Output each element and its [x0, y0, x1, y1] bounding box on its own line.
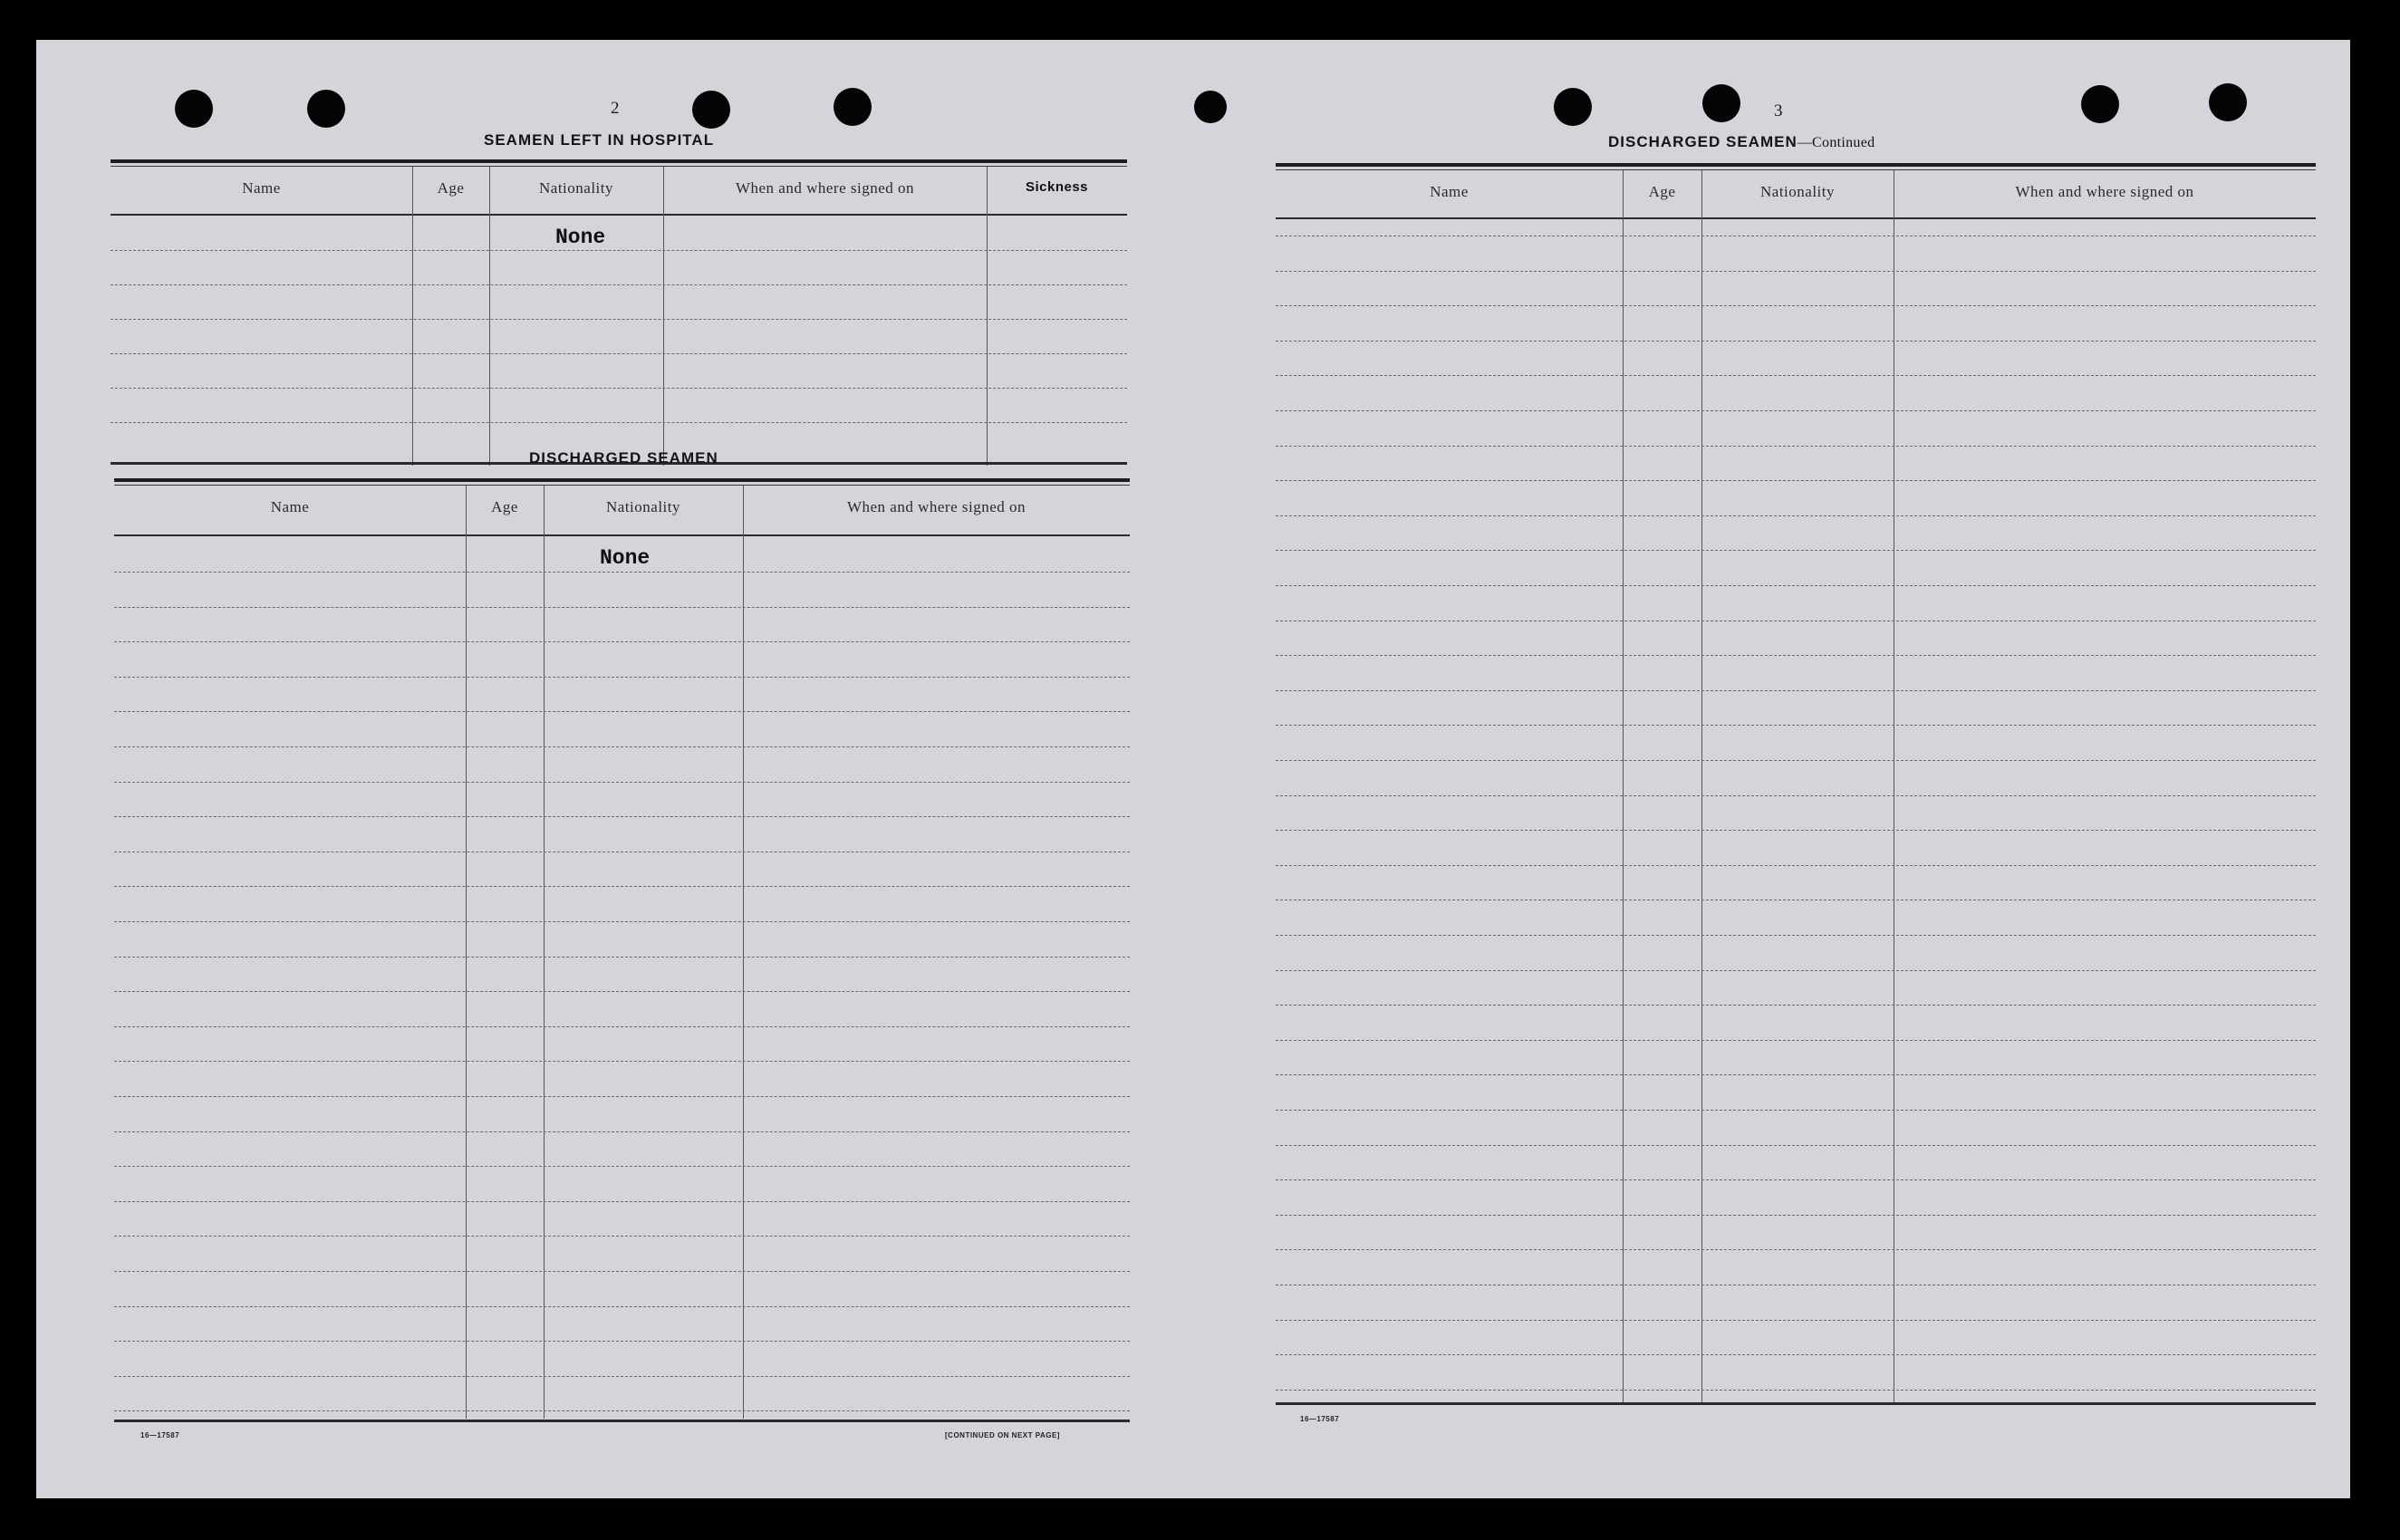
ledger-row-rule: [111, 250, 1127, 251]
ledger-row-rule: [114, 1306, 1130, 1307]
discharged-continued-ledger: [1276, 163, 2316, 1449]
discharged-continued-suffix: —Continued: [1797, 135, 1875, 150]
column-header-name: Name: [242, 179, 281, 197]
column-header-age: Age: [1648, 183, 1676, 200]
ledger-row-rule: [1276, 655, 2316, 656]
punch-hole: [834, 88, 872, 126]
form-code-left: 16—17587: [140, 1431, 180, 1439]
ledger-row-rule: [1276, 305, 2316, 306]
column-header-nationality: Nationality: [1760, 183, 1835, 200]
header-rule: [1276, 217, 2316, 219]
column-header-name: Name: [270, 498, 310, 515]
ledger-sheet: [36, 40, 2350, 1498]
column-header-nationality: Nationality: [539, 179, 613, 197]
continued-note: [CONTINUED ON NEXT PAGE]: [945, 1431, 1060, 1439]
ledger-row-rule: [1276, 446, 2316, 447]
ledger-row-rule: [114, 816, 1130, 817]
column-divider: [1701, 170, 1702, 1402]
ledger-row-rule: [1276, 1074, 2316, 1075]
ledger-row-rule: [111, 319, 1127, 320]
ledger-row-rule: [114, 607, 1130, 608]
hospital-section-title: SEAMEN LEFT IN HOSPITAL: [484, 131, 715, 149]
column-header-sickness: Sickness: [1025, 179, 1089, 195]
ledger-row-rule: [114, 1096, 1130, 1097]
column-header-name: Name: [1430, 183, 1469, 200]
ledger-row-rule: [1276, 1005, 2316, 1006]
ledger-row-rule: [114, 921, 1130, 922]
ledger-row-rule: [114, 1376, 1130, 1377]
hospital-ledger: [111, 159, 1127, 467]
discharged-continued-title-main: DISCHARGED SEAMEN: [1608, 133, 1798, 150]
ledger-row-rule: [114, 641, 1130, 642]
column-divider: [466, 486, 467, 1419]
ledger-row-rule: [1276, 690, 2316, 691]
page-number-right: 3: [1774, 101, 1783, 120]
page-number-left: 2: [611, 99, 620, 118]
ledger-row-rule: [1276, 341, 2316, 342]
ledger-row-rule: [1276, 1179, 2316, 1180]
hospital-none-entry: None: [555, 226, 606, 249]
ledger-row-rule: [114, 1236, 1130, 1237]
column-header-age: Age: [491, 498, 518, 515]
ledger-row-rule: [114, 1410, 1130, 1411]
ledger-row-rule: [114, 886, 1130, 887]
column-divider: [987, 167, 988, 466]
ledger-row-rule: [111, 422, 1127, 423]
ledger-row-rule: [114, 677, 1130, 678]
ledger-row-rule: [1276, 1320, 2316, 1321]
ledger-row-rule: [1276, 410, 2316, 411]
column-divider: [489, 167, 490, 466]
ledger-row-rule: [114, 1061, 1130, 1062]
ledger-row-rule: [1276, 550, 2316, 551]
ledger-bottom-rule: [114, 1420, 1130, 1422]
ledger-row-rule: [1276, 1110, 2316, 1111]
discharged-none-entry: None: [600, 546, 651, 570]
column-header-when-where: When and where signed on: [735, 179, 915, 197]
ledger-row-rule: [1276, 1390, 2316, 1391]
column-divider: [663, 167, 664, 466]
punch-hole: [175, 90, 213, 128]
ledger-row-rule: [111, 284, 1127, 285]
ledger-row-rule: [1276, 585, 2316, 586]
header-rule: [111, 214, 1127, 216]
ledger-row-rule: [114, 1166, 1130, 1167]
column-header-row: [1276, 170, 2316, 201]
column-divider: [412, 167, 413, 466]
ledger-top-rule: [1276, 163, 2316, 167]
column-header-nationality: Nationality: [606, 498, 680, 515]
ledger-row-rule: [1276, 795, 2316, 796]
punch-hole: [1702, 84, 1740, 122]
ledger-row-rule: [111, 388, 1127, 389]
column-header-when-where: When and where signed on: [846, 498, 1027, 515]
ledger-row-rule: [1276, 760, 2316, 761]
punch-hole: [1554, 88, 1592, 126]
discharged-section-title: DISCHARGED SEAMEN: [529, 449, 718, 467]
ledger-row-rule: [1276, 1354, 2316, 1355]
ledger-row-rule: [1276, 830, 2316, 831]
ledger-row-rule: [114, 957, 1130, 958]
discharged-ledger: [114, 478, 1130, 1425]
ledger-row-rule: [1276, 480, 2316, 481]
header-rule: [114, 534, 1130, 536]
ledger-row-rule: [1276, 970, 2316, 971]
column-divider: [1623, 170, 1624, 1402]
ledger-row-rule: [1276, 1040, 2316, 1041]
ledger-row-rule: [1276, 935, 2316, 936]
ledger-row-rule: [114, 1131, 1130, 1132]
ledger-row-rule: [1276, 515, 2316, 516]
column-header-row: [111, 167, 1127, 197]
ledger-row-rule: [1276, 375, 2316, 376]
ledger-row-rule: [1276, 865, 2316, 866]
ledger-row-rule: [114, 711, 1130, 712]
column-divider: [743, 486, 744, 1419]
ledger-top-rule: [114, 478, 1130, 482]
ledger-bottom-rule: [1276, 1402, 2316, 1405]
ledger-row-rule: [111, 353, 1127, 354]
ledger-row-rule: [114, 991, 1130, 992]
ledger-row-rule: [1276, 1215, 2316, 1216]
ledger-row-rule: [114, 1026, 1130, 1027]
ledger-row-rule: [1276, 725, 2316, 726]
ledger-row-rule: [114, 1341, 1130, 1342]
ledger-row-rule: [1276, 1145, 2316, 1146]
ledger-row-rule: [114, 746, 1130, 747]
punch-hole: [692, 91, 730, 129]
punch-hole: [307, 90, 345, 128]
ledger-row-rule: [114, 1201, 1130, 1202]
discharged-continued-title: [1608, 133, 1875, 151]
punch-hole: [2081, 85, 2119, 123]
ledger-top-rule: [111, 159, 1127, 163]
form-code-right: 16—17587: [1300, 1415, 1340, 1423]
ledger-row-rule: [114, 782, 1130, 783]
ledger-row-rule: [1276, 1249, 2316, 1250]
ledger-row-rule: [114, 1271, 1130, 1272]
column-header-when-where: When and where signed on: [2015, 183, 2194, 200]
ledger-row-rule: [114, 572, 1130, 573]
column-header-row: [114, 486, 1130, 516]
column-header-age: Age: [437, 179, 465, 197]
ledger-row-rule: [1276, 271, 2316, 272]
punch-hole: [1194, 91, 1227, 123]
punch-hole: [2209, 83, 2247, 121]
column-divider: [544, 486, 545, 1419]
